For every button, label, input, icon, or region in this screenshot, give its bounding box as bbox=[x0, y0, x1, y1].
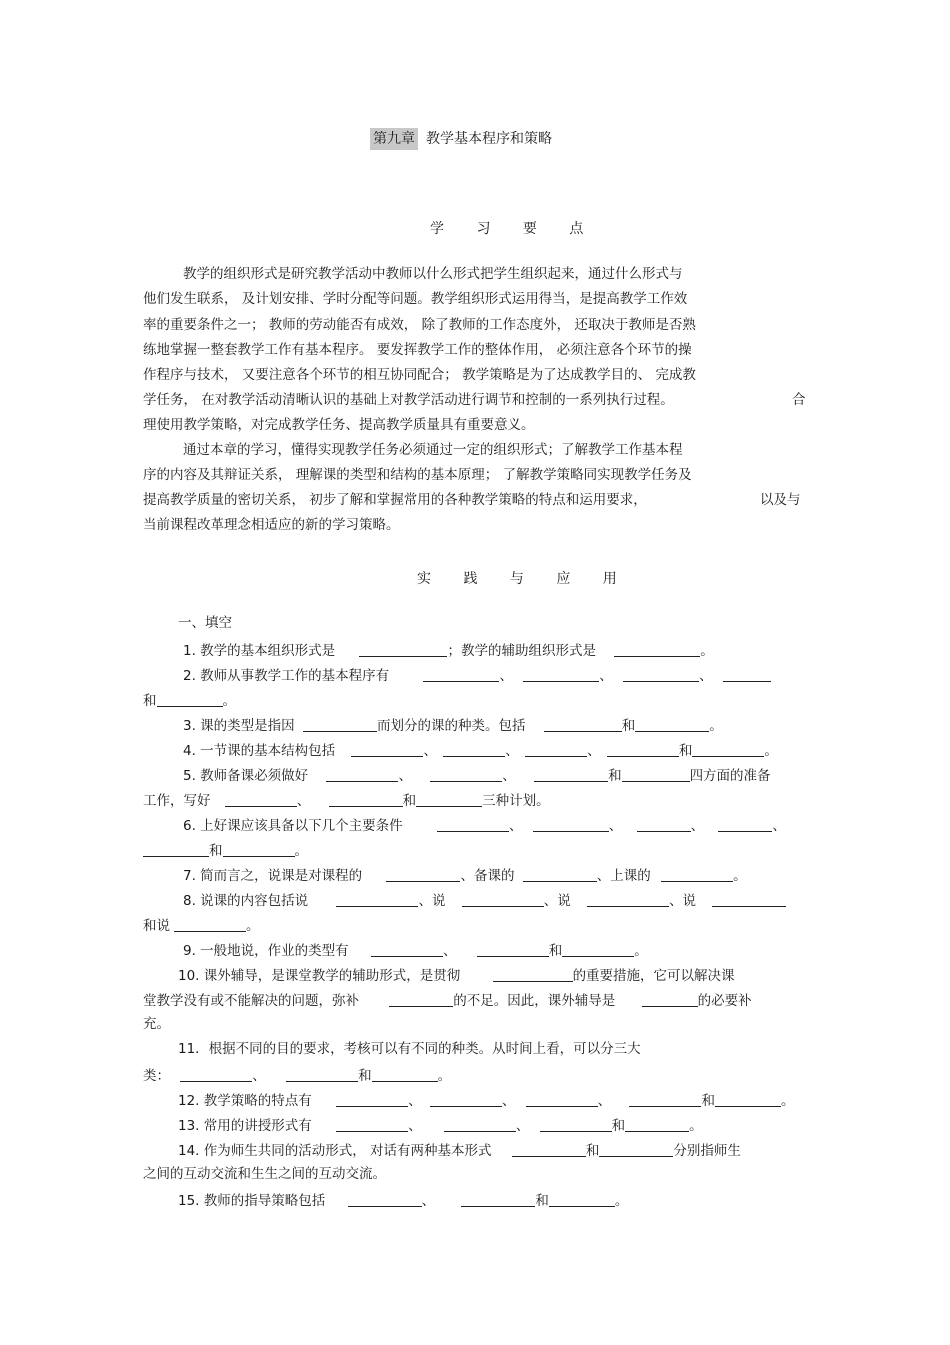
answer-blank[interactable] bbox=[512, 1143, 586, 1157]
intro-line: 提高教学质量的密切关系， 初步了解和掌握常用的各种教学策略的特点和运用要求， bbox=[143, 492, 647, 508]
question-1: 1. 教学的基本组织形式是 ；教学的辅助组织形式是 。 bbox=[183, 643, 714, 659]
question-2: 2. 教师从事教学工作的基本程序有 、 、 、 bbox=[183, 668, 771, 684]
intro-line: 教学的组织形式是研究教学活动中教师以什么形式把学生组织起来，通过什么形式与 bbox=[183, 266, 683, 282]
answer-blank[interactable] bbox=[562, 943, 634, 957]
answer-blank[interactable] bbox=[336, 1093, 408, 1107]
question-15: 15. 教师的指导策略包括 、 和 。 bbox=[178, 1193, 629, 1209]
question-7: 7. 简而言之，说课是对课程的 、备课的 、上课的 。 bbox=[183, 868, 747, 884]
answer-blank[interactable] bbox=[423, 668, 499, 682]
question-3: 3. 课的类型是指因 而划分的课的种类。包括 和 。 bbox=[183, 718, 723, 734]
intro-line: 率的重要条件之一； 教师的劳动能否有成效， 除了教师的工作态度外， 还取决于教师是否熟 bbox=[143, 317, 696, 333]
question-10-end: 充。 bbox=[143, 1016, 170, 1032]
answer-blank[interactable] bbox=[372, 1068, 438, 1082]
answer-blank[interactable] bbox=[723, 668, 771, 682]
chapter-label: 第九章 bbox=[370, 128, 418, 150]
intro-line: 作程序与技术， 又要注意各个环节的相互协同配合； 教学策略是为了达成教学目的、 完成教 bbox=[143, 367, 696, 383]
intro-line: 合 bbox=[792, 392, 806, 408]
chapter-title: 教学基本程序和策略 bbox=[426, 131, 552, 147]
answer-blank[interactable] bbox=[180, 1068, 252, 1082]
chapter-heading bbox=[370, 128, 552, 148]
answer-blank[interactable] bbox=[523, 668, 599, 682]
question-13: 13. 常用的讲授形式有 、 、 和 。 bbox=[178, 1118, 703, 1134]
answer-blank[interactable] bbox=[430, 1093, 502, 1107]
answer-blank[interactable] bbox=[533, 818, 609, 832]
answer-blank[interactable] bbox=[692, 743, 764, 757]
answer-blank[interactable] bbox=[443, 743, 505, 757]
answer-blank[interactable] bbox=[622, 768, 690, 782]
answer-blank[interactable] bbox=[336, 1118, 408, 1132]
question-14: 14. 作为师生共同的活动形式， 对话有两种基本形式 和 分别指师生 bbox=[178, 1143, 741, 1159]
question-4: 4. 一节课的基本结构包括 、 、 、 和 。 bbox=[183, 743, 778, 759]
answer-blank[interactable] bbox=[607, 743, 679, 757]
answer-blank[interactable] bbox=[348, 1193, 422, 1207]
answer-blank[interactable] bbox=[625, 1118, 689, 1132]
answer-blank[interactable] bbox=[661, 868, 733, 882]
answer-blank[interactable] bbox=[336, 893, 418, 907]
question-5-cont: 工作，写好 、 和 三种计划。 bbox=[143, 793, 550, 809]
answer-blank[interactable] bbox=[587, 893, 669, 907]
question-12: 12. 教学策略的特点有 、 、 、 和 。 bbox=[178, 1093, 795, 1109]
answer-blank[interactable] bbox=[493, 968, 573, 982]
question-14-cont: 之间的互动交流和生生之间的互动交流。 bbox=[143, 1166, 386, 1182]
answer-blank[interactable] bbox=[715, 1093, 781, 1107]
question-6-cont: 和 。 bbox=[143, 843, 308, 859]
answer-blank[interactable] bbox=[389, 993, 453, 1007]
answer-blank[interactable] bbox=[437, 818, 509, 832]
answer-blank[interactable] bbox=[174, 918, 246, 932]
question-6: 6. 上好课应该具备以下几个主要条件 、 、 、 、 bbox=[183, 818, 786, 834]
question-10: 10. 课外辅导，是课堂教学的辅助形式，是贯彻 的重要措施，它可以解决课 bbox=[178, 968, 735, 984]
answer-blank[interactable] bbox=[718, 818, 772, 832]
question-5: 5. 教师备课必须做好 、 、 和 四方面的准备 bbox=[183, 768, 771, 784]
intro-line: 当前课程改革理念相适应的新的学习策略。 bbox=[143, 517, 400, 533]
question-8: 8. 说课的内容包括说 、说 、说 、说 bbox=[183, 893, 786, 909]
answer-blank[interactable] bbox=[534, 768, 608, 782]
answer-blank[interactable] bbox=[637, 818, 691, 832]
answer-blank[interactable] bbox=[223, 843, 295, 857]
section-title-key-points: 学 习 要 点 bbox=[430, 221, 598, 237]
section-title-practice: 实 践 与 应 用 bbox=[417, 571, 631, 587]
intro-line: 他们发生联系， 及计划安排、学时分配等问题。教学组织形式运用得当，是提高教学工作效 bbox=[143, 291, 688, 307]
intro-line: 序的内容及其辩证关系， 理解课的类型和结构的基本原理； 了解教学策略同实现教学任务及 bbox=[143, 467, 692, 483]
question-9: 9. 一般地说，作业的类型有 、 和 。 bbox=[183, 943, 648, 959]
answer-blank[interactable] bbox=[386, 868, 460, 882]
answer-blank[interactable] bbox=[614, 643, 700, 657]
answer-blank[interactable] bbox=[599, 1143, 673, 1157]
answer-blank[interactable] bbox=[286, 1068, 358, 1082]
answer-blank[interactable] bbox=[544, 718, 622, 732]
answer-blank[interactable] bbox=[359, 643, 447, 657]
answer-blank[interactable] bbox=[712, 893, 786, 907]
question-2-cont: 和 。 bbox=[143, 693, 236, 709]
answer-blank[interactable] bbox=[549, 1193, 615, 1207]
answer-blank[interactable] bbox=[642, 993, 698, 1007]
intro-line: 以及与 bbox=[760, 492, 801, 508]
answer-blank[interactable] bbox=[462, 893, 544, 907]
answer-blank[interactable] bbox=[635, 718, 709, 732]
question-11: 11．根据不同的目的要求，考核可以有不同的种类。从时间上看，可以分三大 bbox=[178, 1041, 641, 1057]
answer-blank[interactable] bbox=[371, 943, 443, 957]
question-10-cont: 堂教学没有或不能解决的问题，弥补 的不足。因此，课外辅导是 的必要补 bbox=[143, 993, 752, 1009]
answer-blank[interactable] bbox=[225, 793, 297, 807]
answer-blank[interactable] bbox=[303, 718, 377, 732]
answer-blank[interactable] bbox=[326, 768, 398, 782]
answer-blank[interactable] bbox=[157, 693, 223, 707]
answer-blank[interactable] bbox=[461, 1193, 535, 1207]
answer-blank[interactable] bbox=[623, 668, 699, 682]
intro-line: 练地掌握一整套教学工作有基本程序。 要发挥教学工作的整体作用， 必须注意各个环节的操 bbox=[143, 342, 692, 358]
answer-blank[interactable] bbox=[351, 743, 423, 757]
answer-blank[interactable] bbox=[430, 768, 502, 782]
intro-line: 通过本章的学习，懂得实现教学任务必须通过一定的组织形式；了解教学工作基本程 bbox=[183, 442, 683, 458]
answer-blank[interactable] bbox=[444, 1118, 516, 1132]
intro-line: 学任务， 在对教学活动清晰认识的基础上对教学活动进行调节和控制的一系列执行过程。 bbox=[143, 392, 674, 408]
answer-blank[interactable] bbox=[329, 793, 403, 807]
answer-blank[interactable] bbox=[523, 868, 597, 882]
answer-blank[interactable] bbox=[416, 793, 482, 807]
answer-blank[interactable] bbox=[143, 843, 209, 857]
question-8-cont: 和说 。 bbox=[143, 918, 260, 934]
part-heading: 一、填空 bbox=[178, 615, 232, 631]
answer-blank[interactable] bbox=[526, 1093, 598, 1107]
answer-blank[interactable] bbox=[525, 743, 587, 757]
question-11-cont: 类： 、 和 。 bbox=[143, 1068, 452, 1084]
answer-blank[interactable] bbox=[477, 943, 549, 957]
answer-blank[interactable] bbox=[629, 1093, 701, 1107]
intro-line: 理使用教学策略，对完成教学任务、提高教学质量具有重要意义。 bbox=[143, 417, 535, 433]
answer-blank[interactable] bbox=[540, 1118, 612, 1132]
